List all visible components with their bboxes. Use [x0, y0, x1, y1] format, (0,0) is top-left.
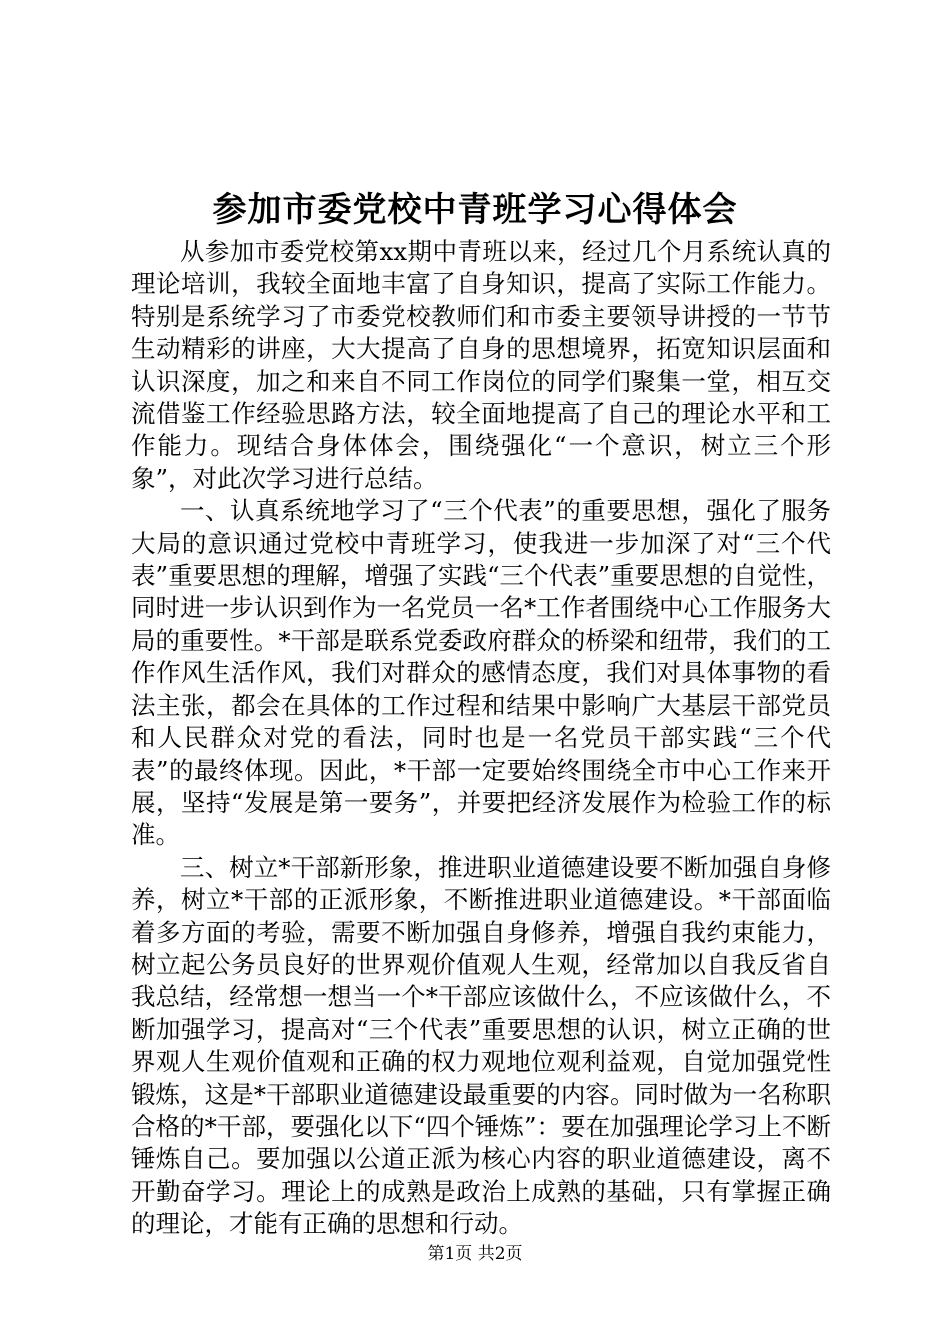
page-number-footer: 第1页 共2页 [427, 1244, 523, 1264]
paragraph-section-three: 三、树立*干部新形象，推进职业道德建设要不断加强自身修养，树立*干部的正派形象，不断推进职业道德建设。*干部面临着多方面的考验，需要不断加强自身修养，增强自我约束能力，树立起公务员良好的世界观价值观人生观，经常加以自我反省自我总结，经常想一想当一个*干部应该做什么，不应该做什么，不断加强学习，提高对“三个代表”重要思想的认识，树立正确的世界观人生观价值观和正确的权力观地位观利益观，自觉加强党性锻炼，这是*干部职业道德建设最重要的内容。同时做为一名称职合格的*干部，要强化以下“四个锤炼”：要在加强理论学习上不断锤炼自己。要加强以公道正派为核心内容的职业道德建设，离不开勤奋学习。理论上的成熟是政治上成熟的基础，只有掌握正确的理论，才能有正确的思想和行动。 [131, 852, 831, 1239]
paragraph-section-one: 一、认真系统地学习了“三个代表”的重要思想，强化了服务大局的意识通过党校中青班学习，使我进一步加深了对“三个代表”重要思想的理解，增强了实践“三个代表”重要思想的自觉性，同时进一步认识到作为一名党员一名*工作者围绕中心工作服务大局的重要性。*干部是联系党委政府群众的桥梁和纽带，我们的工作作风生活作风，我们对群众的感情态度，我们对具体事物的看法主张，都会在具体的工作过程和结果中影响广大基层干部党员和人民群众对党的看法，同时也是一名党员干部实践“三个代表”的最终体现。因此，*干部一定要始终围绕全市中心工作来开展，坚持“发展是第一要务”，并要把经济发展作为检验工作的标准。 [131, 496, 831, 850]
document-title: 参加市委党校中青班学习心得体会 [212, 190, 738, 230]
document-body [131, 236, 831, 1241]
paragraph-intro: 从参加市委党校第xx期中青班以来，经过几个月系统认真的理论培训，我较全面地丰富了自身知识，提高了实际工作能力。特别是系统学习了市委党校教师们和市委主要领导讲授的一节节生动精彩的讲座，大大提高了自身的思想境界，拓宽知识层面和认识深度，加之和来自不同工作岗位的同学们聚集一堂，相互交流借鉴工作经验思路方法，较全面地提高了自己的理论水平和工作能力。现结合身体体会，围绕强化“一个意识，树立三个形象”，对此次学习进行总结。 [131, 237, 831, 493]
